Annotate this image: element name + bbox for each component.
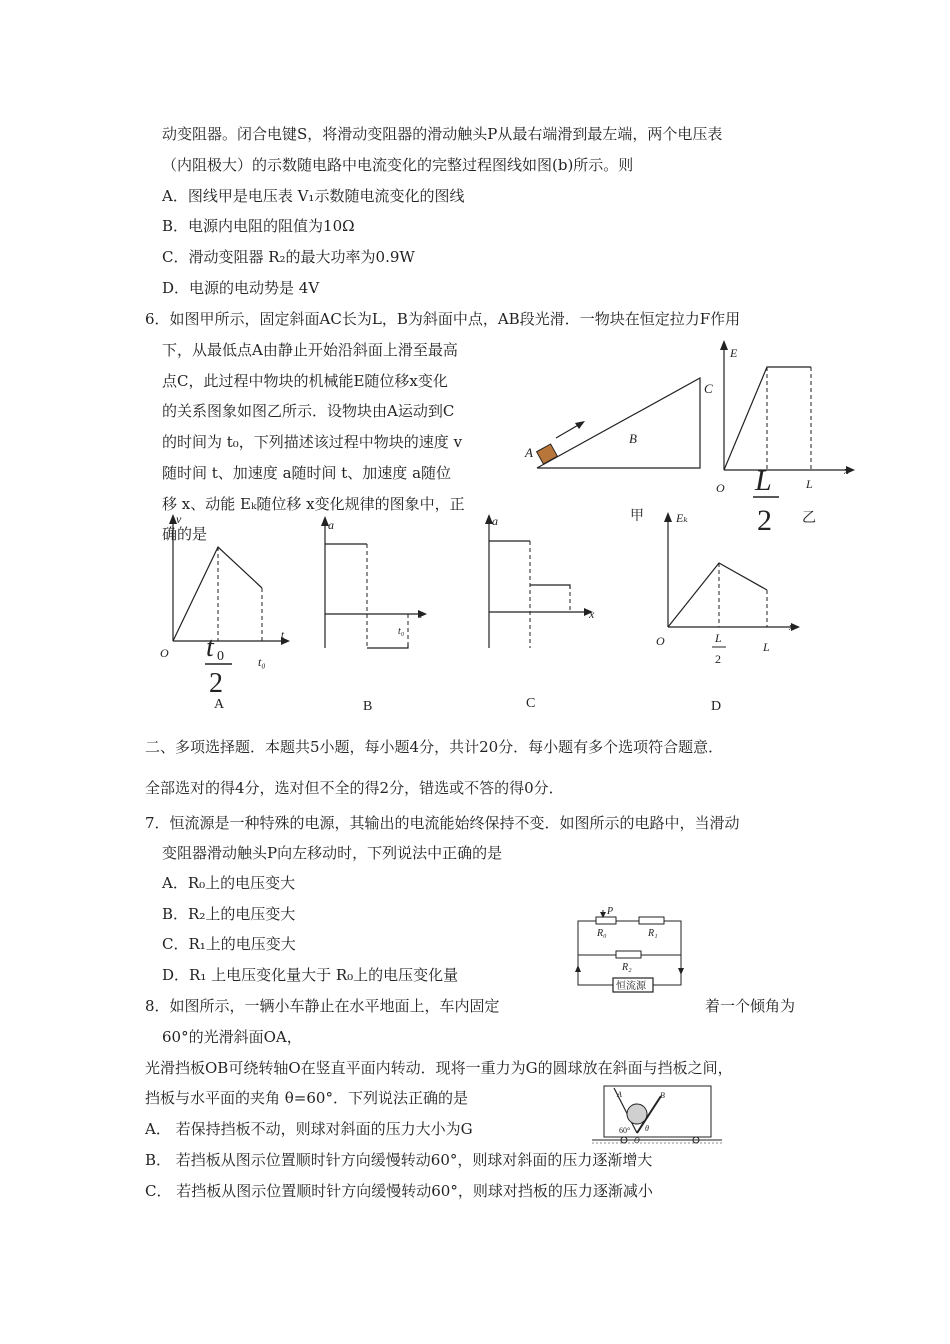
label-theta: θ <box>645 1124 649 1133</box>
q5-option-c: C．滑动变阻器 R₂的最大功率为0.9W <box>162 248 415 266</box>
q8-option-b: B． 若挡板从图示位置顺时针方向缓慢转动60°，则球对斜面的压力逐渐增大 <box>145 1151 653 1169</box>
axis-t: t <box>281 629 285 641</box>
label-t0: t₀ <box>398 626 405 637</box>
q7-option-c: C．R₁上的电压变大 <box>162 935 296 953</box>
q6-line7: 移 x、动能 Eₖ随位移 x变化规律的图象中，正 <box>162 495 465 513</box>
q8-line2: 60°的光滑斜面OA， <box>162 1028 302 1046</box>
label-R0: R₀ <box>597 928 607 939</box>
axis-a: a <box>328 518 334 532</box>
q6-line5: 的时间为 t₀，下列描述该过程中物块的速度 v <box>162 433 463 451</box>
label-source: 恒流源 <box>616 981 646 992</box>
option-d-label: D <box>711 699 722 714</box>
caption-jia: 甲 <box>630 509 644 524</box>
q6-line3: 点C，此过程中物块的机械能E随位移x变化 <box>162 372 448 390</box>
label-R2: R₂ <box>622 962 632 973</box>
svg-text:2: 2 <box>715 652 721 666</box>
axis-a: a <box>492 514 498 528</box>
label-C: C <box>704 381 713 396</box>
label-A: A <box>617 1090 622 1099</box>
q8-line4: 挡板与水平面的夹角 θ=60°．下列说法正确的是 <box>145 1089 468 1107</box>
svg-text:L: L <box>715 631 722 645</box>
q7-line1: 7．恒流源是一种特殊的电源，其输出的电流能始终保持不变．如图所示的电路中，当滑动 <box>145 814 740 832</box>
option-b-label: B <box>363 699 373 714</box>
q7-option-b: B．R₂上的电压变大 <box>162 905 296 923</box>
label-B: B <box>629 431 637 446</box>
q8-line1a: 8．如图所示，一辆小车静止在水平地面上，车内固定 <box>145 997 500 1015</box>
q6-line6: 随时间 t、加速度 a随时间 t、加速度 a随位 <box>162 464 452 482</box>
q6-line4: 的关系图象如图乙所示．设物块由A运动到C <box>162 402 455 420</box>
q5-line1: 动变阻器。闭合电键S，将滑动变阻器的滑动触头P从最右端滑到最左端，两个电压表 <box>162 125 723 143</box>
q8-option-c: C． 若挡板从图示位置顺时针方向缓慢转动60°，则球对挡板的压力逐渐减小 <box>145 1182 653 1200</box>
axis-ek: Eₖ <box>676 511 688 525</box>
label-R1: R₁ <box>648 928 658 939</box>
q8-option-a: A． 若保持挡板不动，则球对斜面的压力大小为G <box>145 1120 473 1138</box>
section2-line1: 二、多项选择题．本题共5小题，每小题4分，共计20分．每小题有多个选项符合题意． <box>145 738 724 756</box>
label-t0: t₀ <box>258 655 266 669</box>
option-c-label: C <box>526 696 536 711</box>
label-B: B <box>660 1091 665 1100</box>
label-O: O <box>716 481 725 495</box>
label-L: L <box>763 640 770 654</box>
label-O: O <box>160 646 169 660</box>
option-a-label: A <box>214 697 225 712</box>
label-O: O <box>634 1136 640 1145</box>
svg-text:0: 0 <box>217 649 224 664</box>
q6-line1: 6．如图甲所示，固定斜面AC长为L，B为斜面中点，AB段光滑．一物块在恒定拉力F作用 <box>145 310 741 328</box>
svg-text:2: 2 <box>209 668 223 699</box>
q8-line3: 光滑挡板OB可绕转轴O在竖直平面内转动．现将一重力为G的圆球放在斜面与挡板之间， <box>145 1059 733 1077</box>
caption-yi: 乙 <box>802 511 816 526</box>
section2-line2: 全部选对的得4分，选对但不全的得2分，错选或不答的得0分． <box>145 779 564 797</box>
label-P: P <box>607 906 614 917</box>
q5-line2: （内阻极大）的示数随电路中电流变化的完整过程图线如图(b)所示。则 <box>162 156 634 174</box>
q5-option-b: B．电源内电阻的阻值为10Ω <box>162 217 355 235</box>
label-angle: 60° <box>619 1126 631 1135</box>
q6-line8: 确的是 <box>162 525 208 543</box>
q6-line2: 下，从最低点A由静止开始沿斜面上滑至最高 <box>162 341 458 359</box>
label-L: L <box>806 477 813 491</box>
half-L-denominator: 2 <box>757 504 772 537</box>
half-L-numerator: L <box>755 464 772 497</box>
label-E: E <box>730 346 738 360</box>
q5-option-a: A．图线甲是电压表 V₁示数随电流变化的图线 <box>162 187 465 205</box>
axis-t: t <box>419 609 423 621</box>
label-x: x <box>844 465 849 477</box>
ball <box>627 1104 647 1124</box>
q5-option-d: D．电源的电动势是 4V <box>162 279 320 297</box>
label-A: A <box>525 445 533 460</box>
axis-x: x <box>789 621 794 633</box>
axis-v: v <box>176 512 182 526</box>
q7-option-d: D．R₁ 上电压变化量大于 R₀上的电压变化量 <box>162 966 459 984</box>
label-O: O <box>656 634 665 648</box>
svg-text:t: t <box>206 632 214 663</box>
q7-option-a: A．R₀上的电压变大 <box>162 874 296 892</box>
axis-x: x <box>589 607 595 621</box>
q7-line2: 变阻器滑动触头P向左移动时，下列说法中正确的是 <box>162 844 503 862</box>
q8-line1b: 着一个倾角为 <box>705 997 796 1015</box>
